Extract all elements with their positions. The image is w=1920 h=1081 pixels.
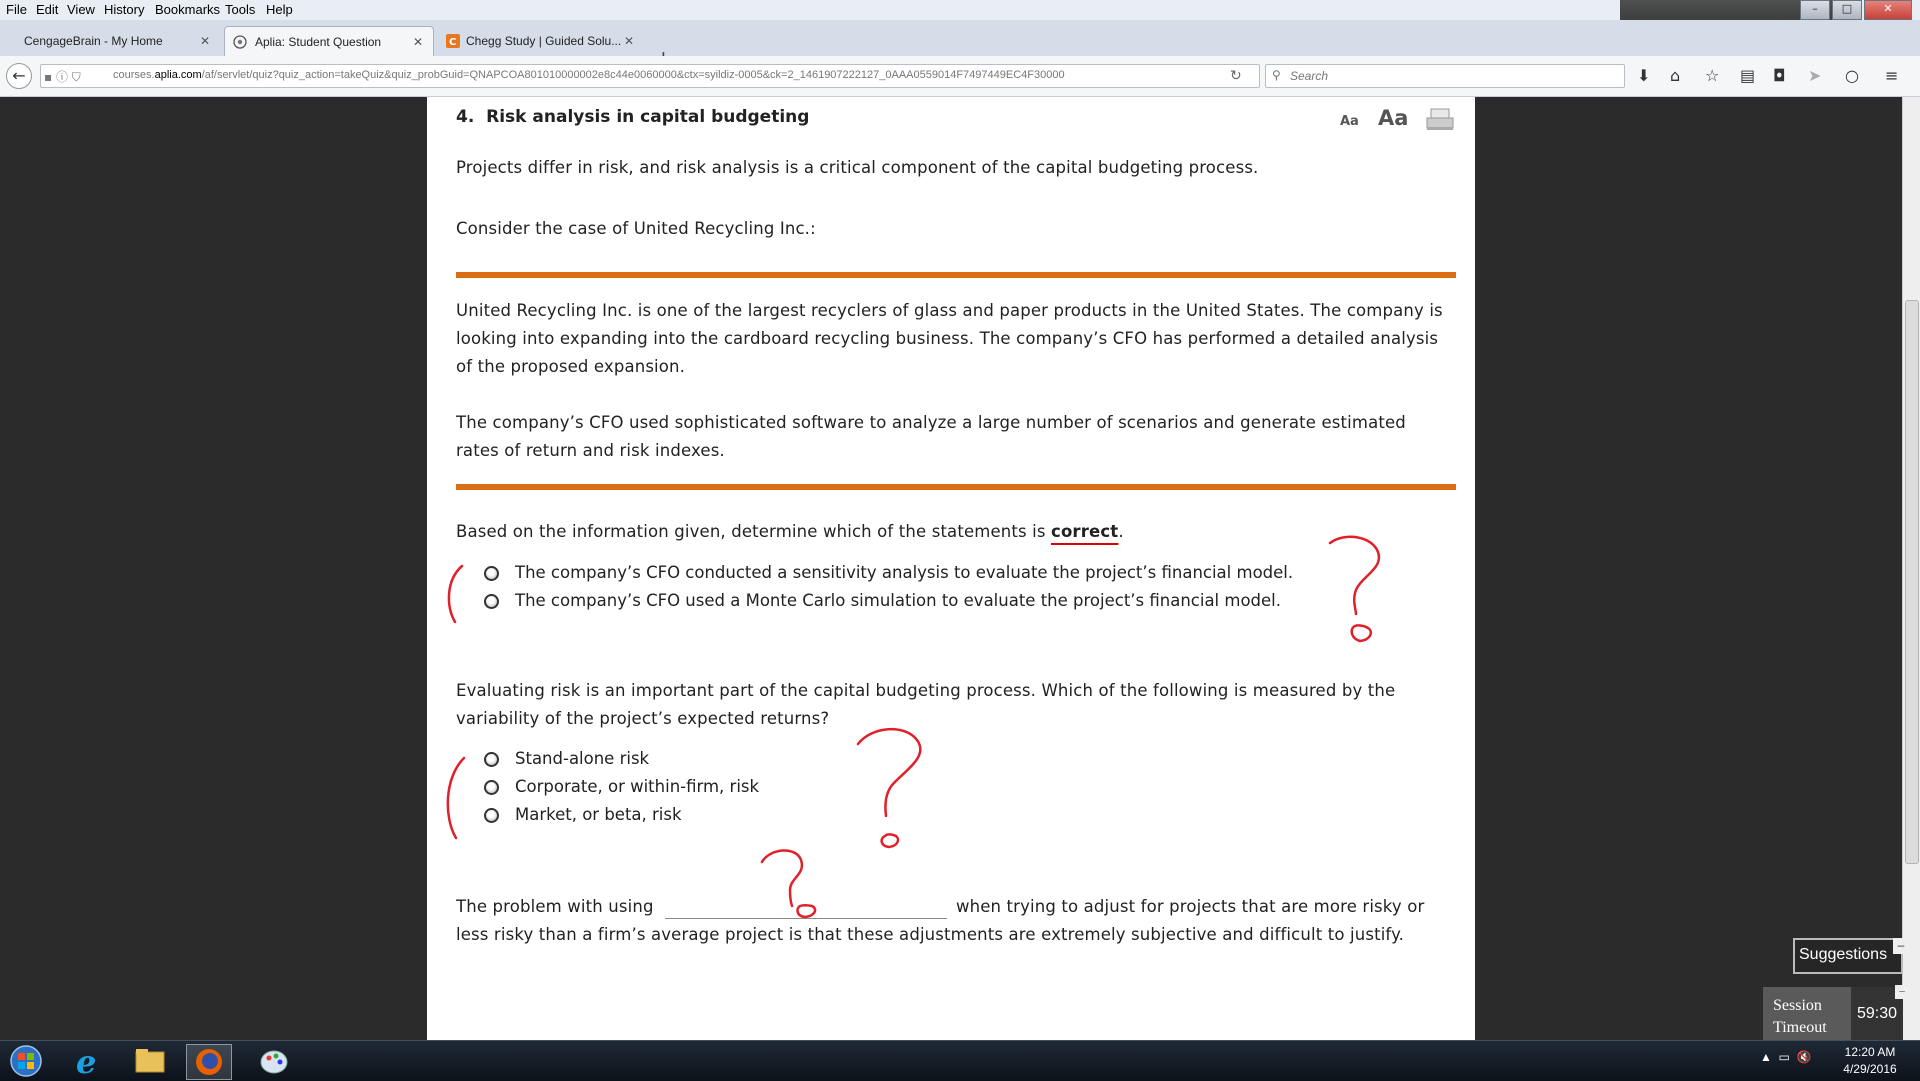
question-mark-annotation — [858, 729, 920, 816]
session-timeout-widget — [1763, 987, 1903, 1040]
minimize-button[interactable]: – — [1800, 0, 1830, 20]
system-tray[interactable]: ▲ ▭ 🔇 — [1760, 1050, 1812, 1064]
q2-option-2-label[interactable]: Corporate, or within-firm, risk — [515, 777, 760, 796]
url-domain: aplia.com — [154, 69, 202, 81]
tab-label: Chegg Study | Guided Solu... — [466, 34, 622, 48]
internet-explorer-icon[interactable] — [66, 1044, 110, 1078]
firefox-icon[interactable] — [186, 1044, 232, 1080]
back-button[interactable]: ← — [6, 63, 32, 89]
question-3-before: The problem with using — [456, 897, 654, 916]
menu-view[interactable]: View — [67, 2, 95, 17]
question-title-text: Risk analysis in capital budgeting — [486, 107, 810, 127]
case-paragraph-1: United Recycling Inc. is one of the largest recyclers of glass and paper products in the United States. The company is looking into expanding into the cardboard recycling business. The company’s CFO has performed a detailed analysis of the proposed expansion. — [456, 301, 1443, 376]
search-placeholder: Search — [1290, 69, 1329, 83]
maximize-button[interactable]: □ — [1832, 0, 1862, 20]
font-size-large-button[interactable]: Aa — [1378, 106, 1409, 130]
home-icon[interactable]: ⌂ — [1670, 66, 1681, 85]
share-icon[interactable]: ➤ — [1808, 66, 1822, 85]
download-icon[interactable]: ⬇ — [1637, 66, 1651, 85]
menu-edit[interactable]: Edit — [36, 2, 59, 17]
clock-time: 12:20 AM — [1844, 1045, 1896, 1059]
start-button-icon[interactable] — [4, 1044, 48, 1078]
question-mark-annotation — [762, 850, 802, 906]
minimize-icon[interactable]: – — [1895, 985, 1909, 999]
minimize-icon[interactable]: – — [1893, 938, 1909, 954]
menu-history[interactable]: History — [104, 2, 145, 17]
search-icon: ⚲ — [1272, 68, 1281, 82]
q2-option-3-label[interactable]: Market, or beta, risk — [515, 805, 682, 824]
session-timeout-label — [1773, 995, 1827, 1039]
question-2-prompt: Evaluating risk is an important part of the capital budgeting process. Which of the following is measured by the variability of the project’s expected returns? — [456, 681, 1396, 728]
emphasis-correct: correct — [1051, 522, 1119, 541]
pocket-icon[interactable]: ◘ — [1773, 66, 1786, 85]
url-prefix: courses. — [113, 69, 155, 81]
menu-tools[interactable]: Tools — [225, 2, 256, 17]
session-label-line1: Session — [1773, 997, 1822, 1014]
tab-label: Aplia: Student Question — [255, 35, 382, 49]
svg-text:C: C — [449, 37, 457, 48]
bookmark-star-icon[interactable]: ☆ — [1705, 66, 1720, 85]
question-mark-dot-annotation — [797, 905, 815, 917]
menu-help[interactable]: Help — [266, 2, 293, 17]
site-info-icon[interactable]: ▪ ⓘ ⛉ — [44, 70, 81, 84]
prompt-end: . — [1118, 522, 1124, 541]
suggestions-button[interactable] — [1793, 938, 1903, 974]
close-tab-icon[interactable]: ✕ — [623, 34, 634, 48]
menu-bookmarks[interactable]: Bookmarks — [155, 2, 221, 17]
tab-label: CengageBrain - My Home — [24, 34, 163, 48]
question-mark-dot-annotation — [1352, 625, 1371, 641]
question-number: 4. — [456, 107, 475, 127]
intro-text: Projects differ in risk, and risk analysis is a critical component of the capital budgeting process. — [456, 158, 1259, 177]
question-mark-annotation — [1330, 537, 1379, 614]
url-path: /af/servlet/quiz?quiz_action=takeQuiz&quiz_probGuid=QNAPCOA801010000002e8c44e0060000&ctx=syildiz-0005&ck=2_1461907222127_0AAA0559014F7497449EC4F30000 — [201, 69, 1065, 81]
close-tab-icon[interactable]: ✕ — [199, 34, 210, 48]
file-explorer-icon[interactable] — [128, 1044, 172, 1078]
close-tab-icon[interactable]: ✕ — [412, 35, 423, 49]
menu-file[interactable]: File — [6, 2, 27, 17]
bracket-annotation — [449, 566, 462, 622]
q2-option-1-label[interactable]: Stand-alone risk — [515, 749, 650, 768]
reload-icon[interactable]: ↻ — [1230, 68, 1242, 84]
taskbar-clock[interactable] — [1830, 1044, 1910, 1078]
session-label-line2: Timeout — [1773, 1019, 1827, 1036]
intro-case-text: Consider the case of United Recycling Inc.: — [456, 219, 816, 238]
close-window-button[interactable]: ✕ — [1864, 0, 1912, 20]
case-paragraph-2: The company’s CFO used sophisticated software to analyze a large number of scenarios and generate estimated rates of return and risk indexes. — [456, 413, 1406, 460]
q1-option-1-label[interactable]: The company’s CFO conducted a sensitivity analysis to evaluate the project’s financial model. — [515, 563, 1294, 582]
session-timer: 59:30 — [1851, 987, 1903, 1040]
prompt-text: Based on the information given, determine which of the statements is — [456, 522, 1052, 541]
question-mark-dot-annotation — [882, 835, 898, 848]
svg-text:e: e — [76, 1044, 97, 1078]
chat-icon[interactable]: ○ — [1845, 66, 1859, 85]
clock-date: 4/29/2016 — [1843, 1062, 1897, 1076]
q1-option-2-label[interactable]: The company’s CFO used a Monte Carlo simulation to evaluate the project’s financial model. — [515, 591, 1282, 610]
paint-icon[interactable] — [252, 1044, 296, 1078]
hamburger-menu-icon[interactable]: ≡ — [1885, 66, 1899, 85]
bracket-annotation — [448, 758, 464, 838]
question-3-line-2: less risky than a firm’s average project is that these adjustments are extremely subjective and difficult to justify. — [456, 925, 1405, 944]
suggestions-label: Suggestions — [1799, 946, 1888, 963]
question-3-after: when trying to adjust for projects that are more risky or — [956, 897, 1425, 916]
reading-list-icon[interactable]: ▤ — [1740, 66, 1756, 85]
font-size-small-button[interactable]: Aa — [1340, 114, 1359, 129]
